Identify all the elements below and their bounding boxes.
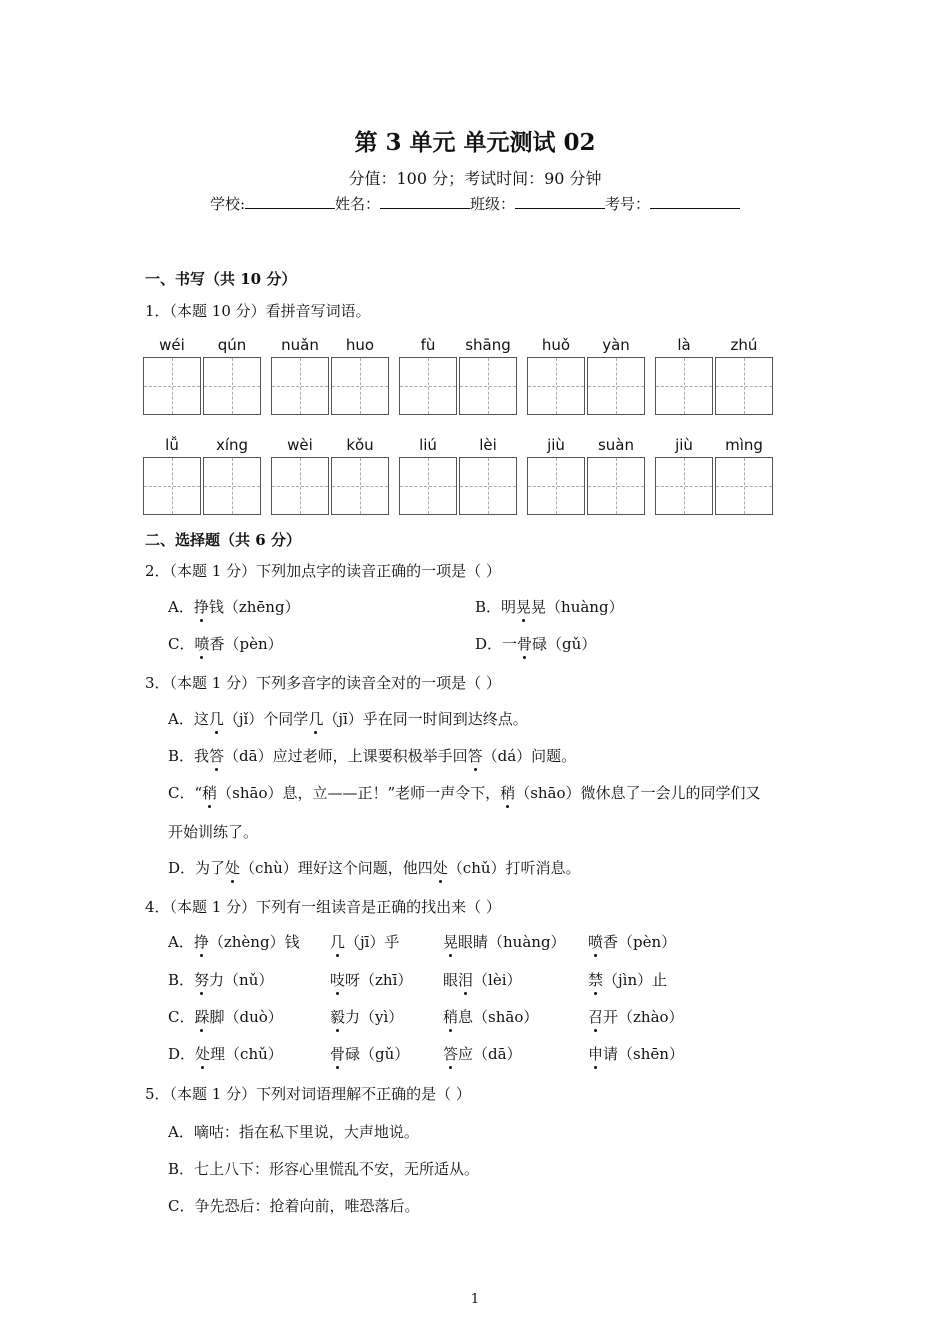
writing-box[interactable] [331, 457, 389, 515]
q4-option-item [330, 1043, 409, 1064]
writing-box[interactable] [459, 457, 517, 515]
q2-option-d[interactable] [475, 633, 596, 654]
page-title: 第 3 单元 单元测试 02 [354, 129, 596, 156]
q4-option-item [588, 1043, 684, 1064]
option-text: A． [168, 933, 194, 951]
option-text: 应（dā） [458, 1045, 522, 1063]
option-text: （shāo）息，立——正！”老师一声令下， [217, 784, 501, 802]
option-text: D． [168, 1045, 196, 1063]
pinyin-label: mìng [725, 436, 763, 454]
question-1-stem: 1．（本题 10 分）看拼音写词语。 [145, 302, 371, 320]
dotted-char: 几 [308, 710, 324, 728]
class-field[interactable] [515, 194, 605, 209]
q4-option-item [443, 969, 522, 990]
school-field[interactable] [245, 194, 335, 209]
dotted-char: 努 [194, 971, 210, 989]
option-text: （jǐ）个同学 [223, 710, 309, 728]
option-text: 香（pèn） [209, 635, 283, 653]
option-text: （jìn）止 [603, 971, 668, 989]
pinyin-label: là [677, 336, 691, 354]
option-text: 力（yì） [345, 1008, 404, 1026]
writing-box[interactable] [271, 357, 329, 415]
dotted-char: 稍 [202, 784, 218, 802]
pinyin-label: wèi [287, 436, 313, 454]
pinyin-label: lǚ [165, 436, 179, 454]
pinyin-label: kǒu [346, 436, 374, 454]
writing-box[interactable] [271, 457, 329, 515]
option-text: （dā）应过老师，上课要积极举手回 [224, 747, 468, 765]
writing-box[interactable] [203, 357, 261, 415]
school-label: 学校: [209, 195, 245, 213]
pinyin-label: suàn [597, 436, 635, 454]
writing-box[interactable] [143, 457, 201, 515]
dotted-char: 晃 [516, 598, 532, 616]
exam-subtitle: 分值：100 分；考试时间：90 分钟 [348, 169, 602, 188]
q5-option-c[interactable]: C．争先恐后：抢着向前，唯恐落后。 [168, 1197, 420, 1215]
pinyin-label: huo [345, 336, 375, 354]
q4-option-item [443, 1006, 538, 1027]
question-5-stem: 5．（本题 1 分）下列对词语理解不正确的是（ ） [145, 1085, 471, 1103]
option-text: 开（zhào） [603, 1008, 684, 1026]
pinyin-label: nuǎn [281, 336, 319, 354]
writing-box[interactable] [587, 357, 645, 415]
dotted-char: 处 [195, 1045, 211, 1063]
q5-option-a[interactable]: A．嘀咕：指在私下里说，大声地说。 [168, 1123, 419, 1141]
option-text: B． [168, 971, 195, 989]
pinyin-label: jiù [547, 436, 565, 454]
option-text: C． [168, 1008, 195, 1026]
dotted-char: 挣 [193, 598, 209, 616]
option-text: （chǔ）打听消息。 [447, 859, 581, 877]
writing-box[interactable] [143, 357, 201, 415]
pinyin-label: xíng [215, 436, 249, 454]
q4-option-item [443, 931, 566, 952]
pinyin-label: shāng [465, 336, 511, 354]
question-3-stem: 3．（本题 1 分）下列多音字的读音全对的一项是（ ） [145, 674, 501, 692]
q4-option-item[interactable] [168, 1043, 283, 1064]
dotted-char: 处 [225, 859, 241, 877]
option-text: C．“ [168, 784, 203, 802]
dotted-char: 晃 [443, 933, 459, 951]
pinyin-label: liú [419, 436, 437, 454]
dotted-char: 骨 [517, 635, 533, 653]
option-label: D．一 [475, 635, 518, 653]
section-heading-choice: 二、选择题（共 6 分） [145, 531, 301, 549]
pinyin-label: yàn [602, 336, 630, 354]
option-text: 呀（zhī） [345, 971, 413, 989]
option-text: D．为了 [168, 859, 226, 877]
q2-option-b[interactable] [475, 596, 624, 617]
writing-box[interactable] [655, 457, 713, 515]
writing-box[interactable] [587, 457, 645, 515]
option-text: （jī）乎在同一时间到达终点。 [323, 710, 528, 728]
option-text: （lèi） [473, 971, 522, 989]
pinyin-label: fù [420, 336, 436, 354]
pinyin-label: lèi [479, 436, 497, 454]
q4-option-item [443, 1043, 522, 1064]
dotted-char: 召 [588, 1008, 604, 1026]
q4-option-item [588, 969, 667, 990]
q4-option-item[interactable] [168, 969, 273, 990]
dotted-char: 跺 [194, 1008, 210, 1026]
dotted-char: 稍 [443, 1008, 459, 1026]
q4-option-item [330, 931, 399, 952]
option-text: 请（shēn） [603, 1045, 684, 1063]
pinyin-label: qún [217, 336, 247, 354]
writing-box[interactable] [459, 357, 517, 415]
id-label: 考号： [605, 195, 651, 213]
pinyin-label: huǒ [541, 336, 571, 354]
option-text: 眼睛（huàng） [458, 933, 566, 951]
question-4-stem: 4．（本题 1 分）下列有一组读音是正确的找出来（ ） [145, 898, 501, 916]
option-text: B．我 [168, 747, 210, 765]
q4-option-item [330, 1006, 403, 1027]
option-text: （chù）理好这个问题，他四 [240, 859, 433, 877]
pinyin-label: jiù [675, 436, 693, 454]
q4-option-item [588, 931, 676, 952]
name-field[interactable] [380, 194, 470, 209]
option-text: （shāo）微休息了一会儿的同学们又 [515, 784, 761, 802]
dotted-char: 喷 [588, 933, 604, 951]
option-label: C． [168, 635, 195, 653]
dotted-char: 喷 [194, 635, 210, 653]
dotted-char: 挣 [193, 933, 209, 951]
q4-option-item [588, 1006, 684, 1027]
writing-box[interactable] [399, 357, 457, 415]
dotted-char: 毅 [330, 1008, 346, 1026]
option-text: 碌（gǔ） [345, 1045, 410, 1063]
section-heading-writing: 一、书写（共 10 分） [145, 270, 297, 288]
pinyin-label: wéi [159, 336, 185, 354]
page-number: 1 [470, 1292, 480, 1307]
option-text: 力（nǔ） [209, 971, 274, 989]
option-text: （jī）乎 [345, 933, 400, 951]
q2-option-c[interactable] [168, 633, 283, 654]
option-text: （dá）问题。 [482, 747, 577, 765]
option-text: （zhèng）钱 [208, 933, 300, 951]
dotted-char: 泪 [458, 971, 474, 989]
option-label: A． [168, 598, 194, 616]
option-label: B．明 [475, 598, 517, 616]
dotted-char: 禁 [588, 971, 604, 989]
writing-box[interactable] [399, 457, 457, 515]
dotted-char: 几 [208, 710, 224, 728]
question-2-stem: 2．（本题 1 分）下列加点字的读音正确的一项是（ ） [145, 562, 501, 580]
dotted-char: 骨 [330, 1045, 346, 1063]
dotted-char: 几 [330, 933, 346, 951]
dotted-char: 答 [209, 747, 225, 765]
writing-box[interactable] [527, 457, 585, 515]
q4-option-item [330, 969, 412, 990]
id-field[interactable] [650, 194, 740, 209]
option-text: A．这 [168, 710, 209, 728]
q3-option-c[interactable] [168, 782, 761, 803]
q3-option-b[interactable] [168, 745, 576, 766]
q3-option-d[interactable] [168, 857, 581, 878]
class-label: 班级： [470, 195, 516, 213]
option-text: 碌（gǔ） [532, 635, 597, 653]
q5-option-b[interactable]: B．七上八下：形容心里慌乱不安，无所适从。 [168, 1160, 480, 1178]
dotted-char: 答 [467, 747, 483, 765]
option-text: 理（chǔ） [210, 1045, 283, 1063]
dotted-char: 吱 [330, 971, 346, 989]
option-text: 眼 [443, 971, 459, 989]
writing-box[interactable] [203, 457, 261, 515]
q3-option-c-continued: 开始训练了。 [168, 823, 259, 841]
q3-option-a[interactable] [168, 708, 528, 729]
dotted-char: 申 [588, 1045, 604, 1063]
option-text: 晃（huàng） [531, 598, 624, 616]
writing-box[interactable] [715, 457, 773, 515]
option-text: 息（shāo） [458, 1008, 539, 1026]
writing-box[interactable] [527, 357, 585, 415]
writing-box[interactable] [715, 357, 773, 415]
option-text: 钱（zhēng） [208, 598, 300, 616]
pinyin-label: zhú [730, 336, 758, 354]
name-label: 姓名： [335, 195, 381, 213]
q4-option-item[interactable] [168, 1006, 283, 1027]
dotted-char: 稍 [500, 784, 516, 802]
option-text: 脚（duò） [209, 1008, 283, 1026]
writing-box[interactable] [331, 357, 389, 415]
student-info-line [0, 193, 950, 214]
dotted-char: 答 [443, 1045, 459, 1063]
q2-option-a[interactable] [168, 596, 300, 617]
q4-option-item[interactable] [168, 931, 300, 952]
option-text: 香（pèn） [603, 933, 677, 951]
writing-box[interactable] [655, 357, 713, 415]
dotted-char: 处 [432, 859, 448, 877]
